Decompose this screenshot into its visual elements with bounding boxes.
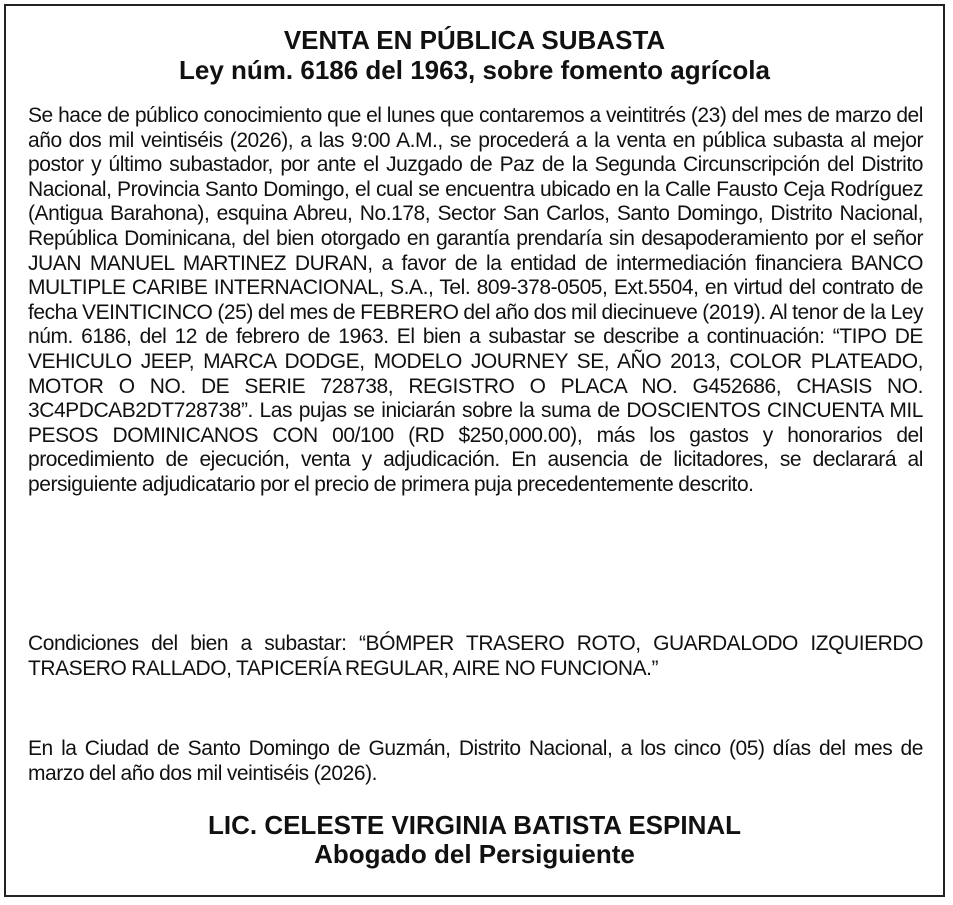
legal-notice [4,4,945,897]
notice-title: VENTA EN PÚBLICA SUBASTA [283,25,666,55]
conditions-paragraph: Condiciones del bien a subastar: “BÓMPER TRASERO ROTO, GUARDALODO IZQUIERDO TRASERO RALLADO, TAPICERÍA REGULAR, AIRE NO FUNCIONA.” [28,632,923,680]
main-paragraph: Se hace de público conocimiento que el lunes que contaremos a veintitrés (23) del mes de marzo del año dos mil veintiséis (2026), a las 9:00 A.M., se procederá a la venta en pública subasta al mejor postor y último subastador, por ante el Juzgado de Paz de la Segunda Circunscripción del Distrito Nacional, Provincia Santo Domingo, el cual se encuentra ubicado en la Calle Fausto Ceja Rodríguez (Antigua Barahona), esquina Abreu, No.178, Sector San Carlos, Santo Domingo, Distrito Nacional, República Dominicana, del bien otorgado en garantía prendaría sin desapoderamiento por el señor JUAN MANUEL MARTINEZ DURAN, a favor de la entidad de intermediación financiera BANCO MULTIPLE CARIBE INTERNACIONAL, S.A., Tel. 809-378-0505, Ext.5504, en virtud del contrato de fecha VEINTICINCO (25) del mes de FEBRERO del año dos mil diecinueve (2019). Al tenor de la Ley núm. 6186, del 12 de febrero de 1963. El bien a subastar se describe a continuación: “TIPO DE VEHICULO JEEP, MARCA DODGE, MODELO JOURNEY SE, AÑO 2013, COLOR PLATEADO, MOTOR O NO. DE SERIE 728738, REGISTRO O PLACA NO. G452686, CHASIS NO. 3C4PDCAB2DT728738”. Las pujas se iniciarán sobre la suma de DOSCIENTOS CINCUENTA MIL PESOS DOMINICANOS CON 00/100 (RD $250,000.00), más los gastos y honorarios del procedimiento de ejecución, venta y adjudicación. En ausencia de licitadores, se declarará al persiguiente adjudicatario por el precio de primera puja precedentemente descrito. [28,104,923,496]
place-date-paragraph: En la Ciudad de Santo Domingo de Guzmán, Distrito Nacional, a los cinco (05) días del mes de marzo del año dos mil veintiséis (2026). [28,737,923,785]
notice-subtitle: Ley núm. 6186 del 1963, sobre fomento agrícola [179,55,770,85]
signature-role: Abogado del Persiguiente [314,839,635,869]
notice-header [6,25,943,85]
signature-name: LIC. CELESTE VIRGINIA BATISTA ESPINAL [207,810,742,840]
signature-block [6,811,943,869]
